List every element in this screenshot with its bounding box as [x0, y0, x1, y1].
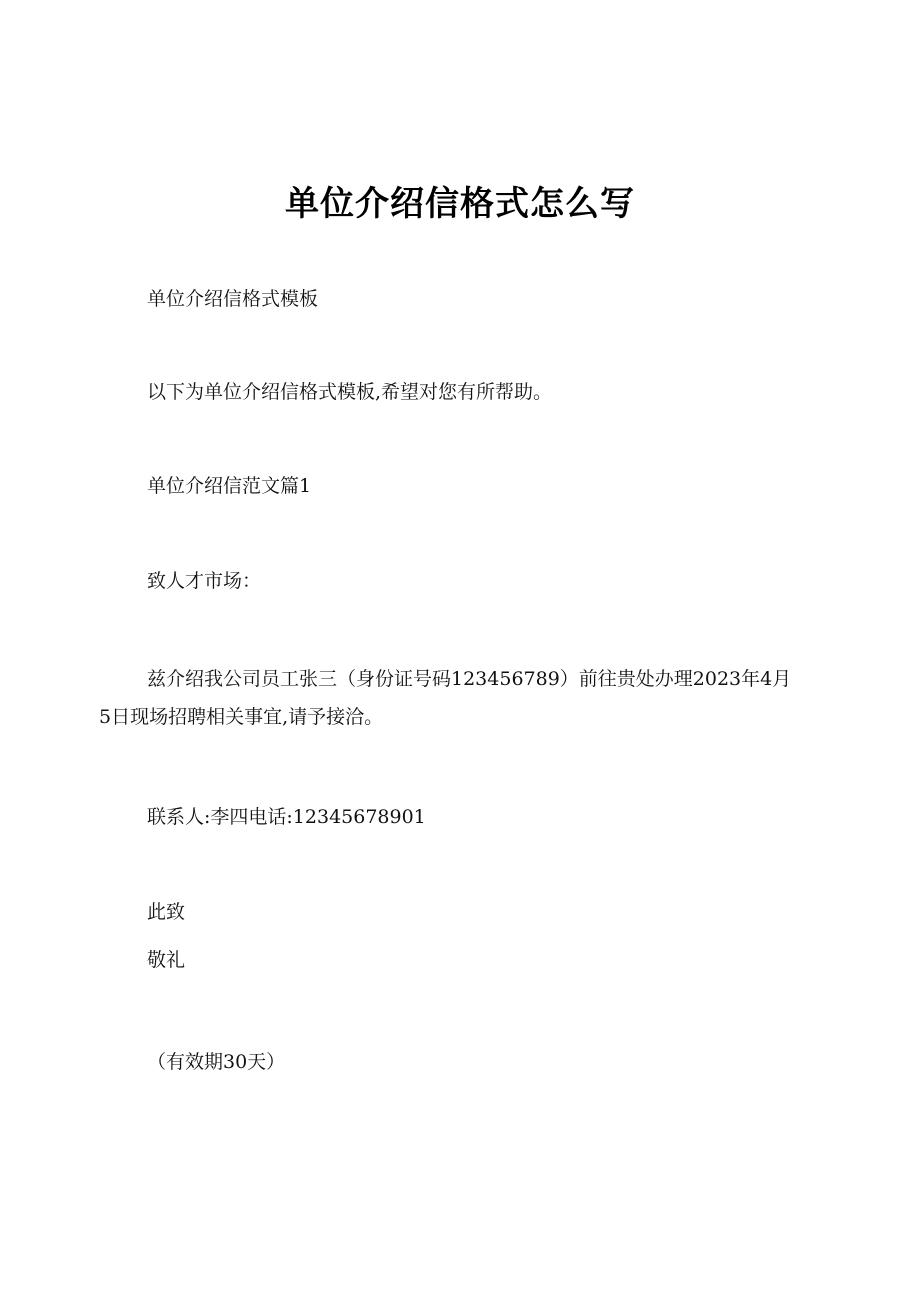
document-title: 单位介绍信格式怎么写 [285, 184, 635, 224]
closing-jingli: 敬礼 [147, 949, 186, 971]
validity-note: （有效期30天） [147, 1051, 286, 1073]
template-heading: 单位介绍信格式模板 [147, 288, 319, 310]
sample-title: 单位介绍信范文篇1 [147, 475, 312, 497]
salutation: 致人才市场： [147, 570, 262, 592]
letter-body-line-2: 5日现场招聘相关事宜,请予接洽。 [99, 706, 384, 728]
closing-cizhi: 此致 [147, 901, 186, 923]
letter-body [99, 660, 829, 736]
intro-text: 以下为单位介绍信格式模板,希望对您有所帮助。 [147, 381, 553, 403]
contact-line: 联系人:李四电话:12345678901 [147, 806, 426, 828]
letter-body-line-1: 兹介绍我公司员工张三（身份证号码123456789）前往贵处办理2023年4月 [147, 668, 792, 690]
